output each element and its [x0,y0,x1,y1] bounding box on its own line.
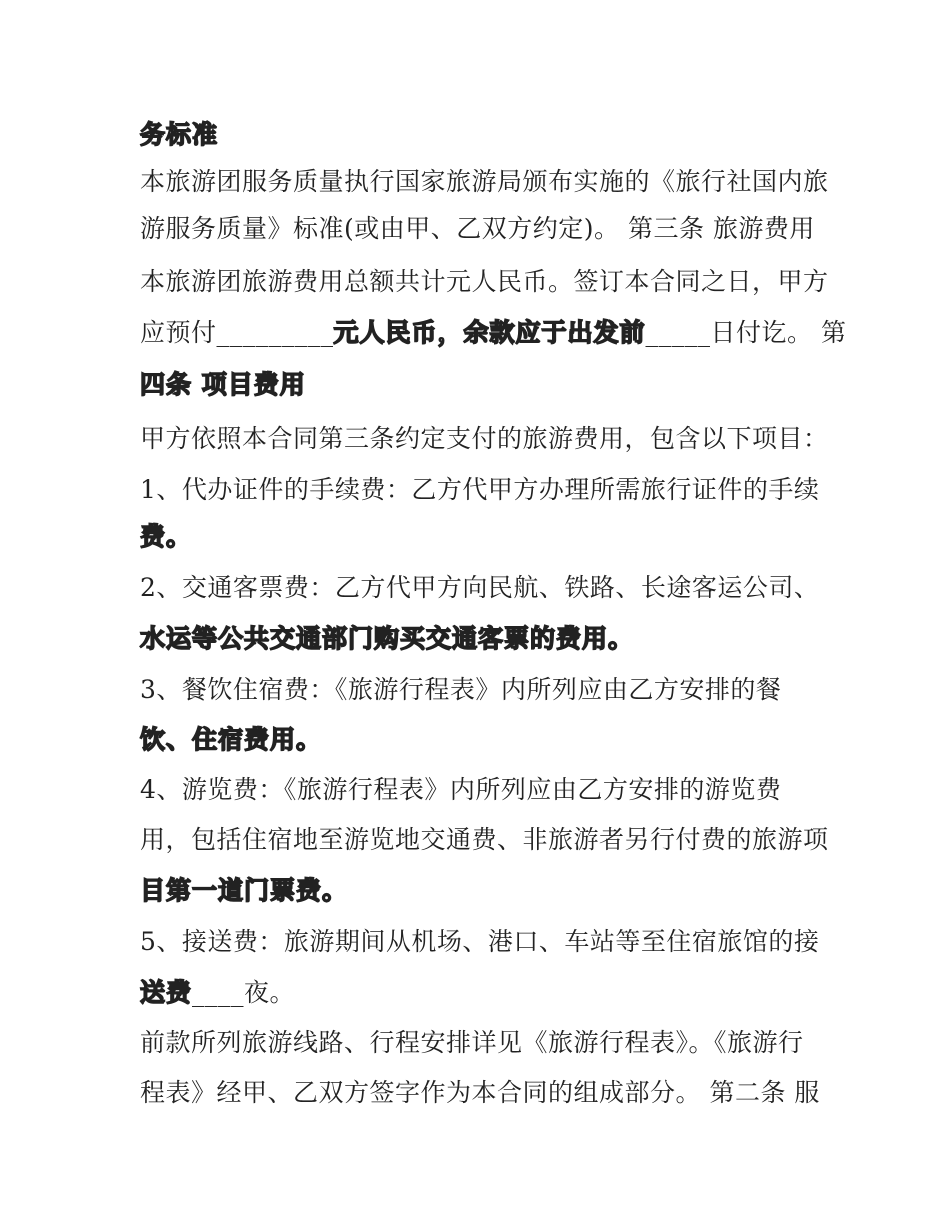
outlined-text-segment: 目第一道门票费。 [140,876,349,905]
text-segment: 应预付_________ [140,318,334,347]
text-line [140,773,781,807]
text-segment: 本旅游团服务质量执行国家旅游局颁布实施的《旅行社国内旅 [140,167,829,196]
text-line [140,212,815,246]
text-line [140,422,829,456]
text-line [140,1026,804,1060]
text-line [140,976,295,1010]
text-segment: 程表》经甲、乙双方签字作为本合同的组成部分。 第二条 服 [140,1078,820,1107]
text-line [140,165,829,199]
text-line [140,520,192,554]
text-segment: 3、餐饮住宿费：《旅游行程表》内所列应由乙方安排的餐 [140,675,782,704]
text-segment: 甲方依照本合同第三条约定支付的旅游费用，包含以下项目： [140,424,829,453]
text-line [140,316,846,350]
text-line [140,265,829,299]
text-segment: 1、代办证件的手续费：乙方代甲方办理所需旅行证件的手续 [140,475,820,504]
text-segment: ____夜。 [192,978,296,1007]
text-line [140,723,322,757]
outlined-text-segment: 费。 [140,522,193,551]
text-segment: 4、游览费：《旅游行程表》内所列应由乙方安排的游览费 [140,775,782,804]
text-segment: 5、接送费：旅游期间从机场、港口、车站等至住宿旅馆的接 [140,927,820,956]
text-segment: 本旅游团旅游费用总额共计元人民币。签订本合同之日，甲方 [140,267,829,296]
outlined-text-segment: 务标准 [140,120,219,149]
text-segment: 前款所列旅游线路、行程安排详见《旅游行程表》。《旅游行 [140,1028,804,1057]
outlined-text-segment: 饮、住宿费用。 [140,725,323,754]
text-line [140,823,829,857]
text-line [140,473,819,507]
outlined-text-segment: 送费 [140,978,193,1007]
text-line [140,622,634,656]
text-line [140,874,348,908]
text-line [140,571,819,605]
text-line [140,1076,820,1110]
outlined-text-segment: 四条 项目费用 [140,370,306,399]
text-segment: 游服务质量》标准(或由甲、乙双方约定)。 第三条 旅游费用 [140,214,815,243]
text-segment: 用，包括住宿地至游览地交通费、非旅游者另行付费的旅游项 [140,825,829,854]
text-segment: _____日付讫。 第 [645,318,847,347]
text-line [140,673,781,707]
text-line [140,925,819,959]
outlined-text-segment: 水运等公共交通部门购买交通客票的费用。 [140,624,635,653]
outlined-text-segment: 元人民币，余款应于出发前 [333,318,646,347]
text-line [140,368,306,402]
text-segment: 2、交通客票费：乙方代甲方向民航、铁路、长途客运公司、 [140,573,820,602]
text-line [140,118,218,152]
